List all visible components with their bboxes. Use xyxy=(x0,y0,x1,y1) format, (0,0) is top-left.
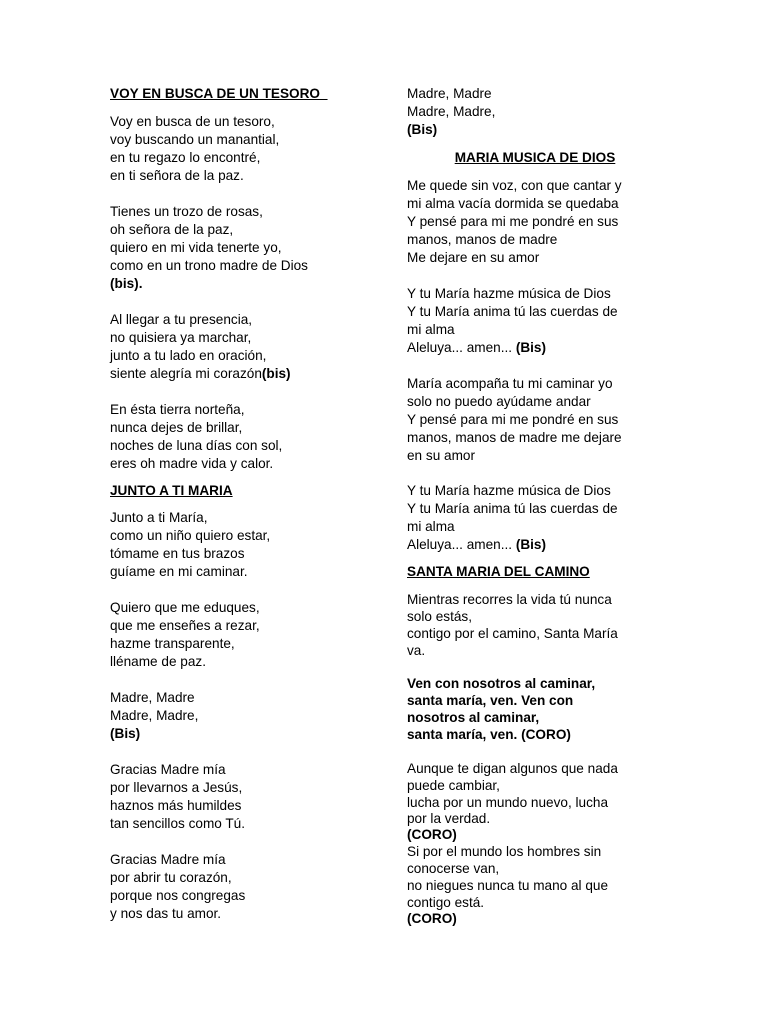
chorus-line: santa maría, ven. Ven con xyxy=(407,693,574,708)
coro-marker: (CORO) xyxy=(407,827,457,842)
lyric-line: manos, manos de madre me dejare xyxy=(407,430,622,445)
lyric-line: Aleluya... amen... (Bis) xyxy=(407,537,547,552)
chorus-line: santa maría, ven. (CORO) xyxy=(407,727,571,742)
lyric-line: Mientras recorres la vida tú nunca xyxy=(407,592,612,607)
lyric-line: en ti señora de la paz. xyxy=(110,168,244,183)
lyric-line: mi alma vacía dormida se quedaba xyxy=(407,196,619,211)
song-title-junto-a-ti: JUNTO A TI MARIA xyxy=(110,483,233,498)
lyric-line: lléname de paz. xyxy=(110,654,206,669)
lyric-line: siente alegría mi corazón(bis) xyxy=(110,366,291,381)
lyric-line: Madre, Madre, xyxy=(110,708,199,723)
lyric-line: voy buscando un manantial, xyxy=(110,132,280,147)
lyric-line: En ésta tierra norteña, xyxy=(110,402,245,417)
bis-marker: (Bis) xyxy=(110,726,141,741)
lyric-line: Aunque te digan algunos que nada xyxy=(407,761,618,776)
lyric-line: en su amor xyxy=(407,448,476,463)
lyric-line: Y tu María hazme música de Dios xyxy=(407,483,611,498)
chorus-line: Ven con nosotros al caminar, xyxy=(407,676,596,691)
lyric-line: eres oh madre vida y calor. xyxy=(110,456,274,471)
lyric-line: oh señora de la paz, xyxy=(110,222,234,237)
song-title-maria-musica: MARIA MUSICA DE DIOS xyxy=(454,150,616,165)
lyric-line: Y pensé para mi me pondré en sus xyxy=(407,412,619,427)
chorus-line: nosotros al caminar, xyxy=(407,710,540,725)
song-title-voy-en-busca: VOY EN BUSCA DE UN TESORO xyxy=(110,86,320,101)
lyric-line: Voy en busca de un tesoro, xyxy=(110,114,275,129)
lyric-line: Si por el mundo los hombres sin xyxy=(407,844,602,859)
lyric-line: solo estás, xyxy=(407,609,472,624)
bis-marker: (Bis) xyxy=(515,340,547,355)
lyric-line: que me enseñes a rezar, xyxy=(110,618,260,633)
lyric-line: María acompaña tu mi caminar yo xyxy=(407,376,613,391)
lyric-line: Junto a ti María, xyxy=(110,510,208,525)
bis-marker: (Bis) xyxy=(407,122,438,137)
lyric-line: haznos más humildes xyxy=(110,798,242,813)
lyric-line: quiero en mi vida tenerte yo, xyxy=(110,240,282,255)
lyric-line: nunca dejes de brillar, xyxy=(110,420,243,435)
lyric-line: tan sencillos como Tú. xyxy=(110,816,245,831)
lyric-line: porque nos congregas xyxy=(110,888,246,903)
bis-marker: (Bis) xyxy=(515,537,547,552)
lyric-line: Y tu María hazme música de Dios xyxy=(407,286,611,301)
lyric-line: Aleluya... amen... (Bis) xyxy=(407,340,547,355)
lyric-line: y nos das tu amor. xyxy=(110,906,222,921)
lyric-line: guíame en mi caminar. xyxy=(110,564,248,579)
bis-marker: (bis). xyxy=(110,276,143,291)
lyric-line: Al llegar a tu presencia, xyxy=(110,312,253,327)
lyric-line: Me quede sin voz, con que cantar y xyxy=(407,178,622,193)
lyric-line: Y pensé para mi me pondré en sus xyxy=(407,214,619,229)
lyric-line: Gracias Madre mía xyxy=(110,852,226,867)
lyric-line: por abrir tu corazón, xyxy=(110,870,232,885)
lyric-line: como en un trono madre de Dios xyxy=(110,258,308,273)
lyric-line: conocerse van, xyxy=(407,861,500,876)
lyric-line: Quiero que me eduques, xyxy=(110,600,260,615)
bis-marker: (bis) xyxy=(261,366,291,381)
lyric-line: como un niño quiero estar, xyxy=(110,528,271,543)
lyric-line: Madre, Madre xyxy=(407,86,492,101)
lyric-line: Madre, Madre xyxy=(110,690,195,705)
lyric-line: en tu regazo lo encontré, xyxy=(110,150,261,165)
lyric-line: Y tu María anima tú las cuerdas de xyxy=(407,304,618,319)
lyric-line: Me dejare en su amor xyxy=(407,250,540,265)
lyric-line: Madre, Madre, xyxy=(407,104,496,119)
lyric-line: por llevarnos a Jesús, xyxy=(110,780,243,795)
lyric-line: solo no puedo ayúdame andar xyxy=(407,394,591,409)
lyric-line: Y tu María anima tú las cuerdas de xyxy=(407,501,618,516)
lyric-line: mi alma xyxy=(407,322,455,337)
lyric-line: va. xyxy=(407,643,426,658)
song-title-santa-maria: SANTA MARIA DEL CAMINO xyxy=(407,564,590,579)
coro-marker: (CORO) xyxy=(407,911,457,926)
lyric-line: por la verdad. xyxy=(407,811,491,826)
lyric-line: no quisiera ya marchar, xyxy=(110,330,252,345)
lyric-line: contigo está. xyxy=(407,895,485,910)
lyric-line: contigo por el camino, Santa María xyxy=(407,626,618,641)
lyric-line: manos, manos de madre xyxy=(407,232,558,247)
lyric-line: hazme transparente, xyxy=(110,636,235,651)
lyric-line: no niegues nunca tu mano al que xyxy=(407,878,609,893)
lyric-line: Tienes un trozo de rosas, xyxy=(110,204,263,219)
lyric-line: Gracias Madre mía xyxy=(110,762,226,777)
lyric-line: puede cambiar, xyxy=(407,778,500,793)
lyric-line: lucha por un mundo nuevo, lucha xyxy=(407,795,609,810)
lyric-line: noches de luna días con sol, xyxy=(110,438,283,453)
lyric-line: junto a tu lado en oración, xyxy=(110,348,267,363)
lyric-line: mi alma xyxy=(407,519,455,534)
lyric-line: tómame en tus brazos xyxy=(110,546,245,561)
